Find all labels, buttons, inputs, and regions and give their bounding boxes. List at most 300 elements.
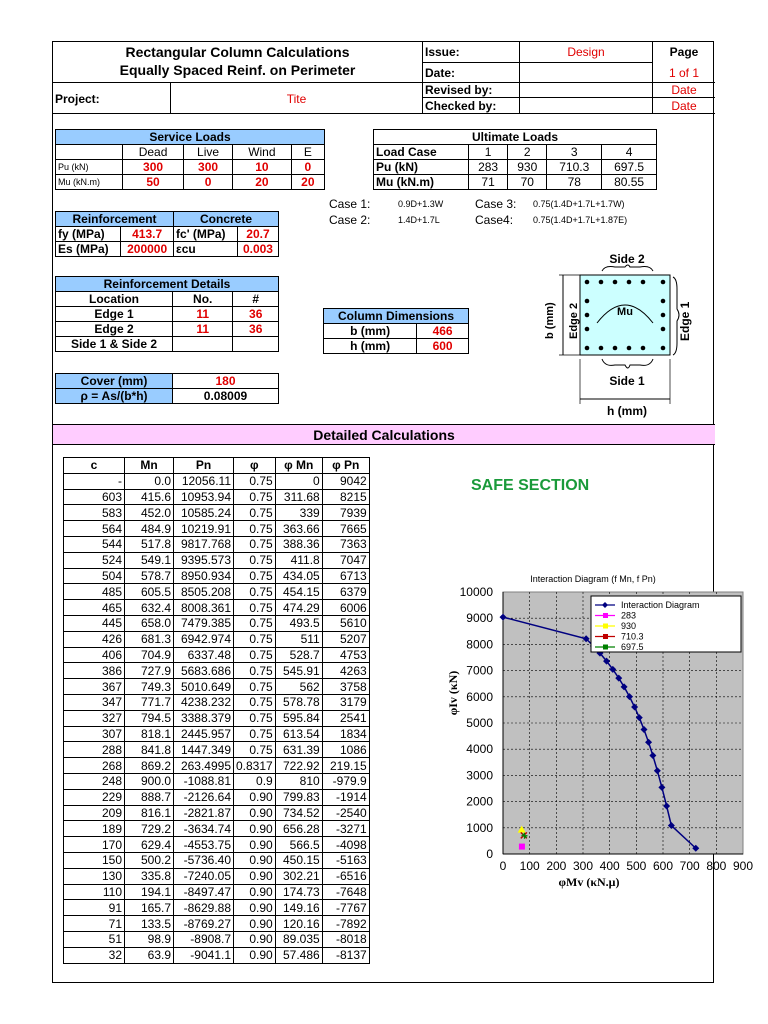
calc-cell-phimn: 810 (275, 773, 322, 789)
calc-cell-phimn: 434.05 (275, 568, 322, 584)
ult-pu-4: 697.5 (602, 160, 657, 175)
calc-cell-c: 347 (64, 694, 125, 710)
calc-cell-phi: 0.75 (234, 489, 276, 505)
page-label: Page (669, 45, 699, 59)
calc-cell-phipn: 5610 (322, 615, 369, 631)
case1-formula: 0.9D+1.3W (398, 199, 444, 209)
ult-pu-label: Pu (kN) (374, 160, 469, 175)
calc-cell-mn: 629.4 (125, 837, 174, 853)
calc-cell-phi: 0.75 (234, 679, 276, 695)
x-tick-label: 100 (519, 859, 540, 873)
calc-cell-phi: 0.90 (234, 852, 276, 868)
ult-mu-3: 78 (547, 175, 602, 190)
ult-mu-2: 70 (508, 175, 547, 190)
legend-label: 283 (621, 610, 637, 621)
calc-cell-pn: 3388.379 (174, 710, 234, 726)
detailed-calculations-banner: Detailed Calculations (53, 424, 715, 445)
calc-cell-phi: 0.75 (234, 742, 276, 758)
calc-cell-phi: 0.75 (234, 505, 276, 521)
calc-row (64, 505, 370, 521)
calc-cell-phimn: 450.15 (275, 852, 322, 868)
calc-cell-pn: 8950.934 (174, 568, 234, 584)
ult-pu-3: 710.3 (547, 160, 602, 175)
interaction-diagram-chart (393, 528, 754, 889)
calc-row (64, 789, 370, 805)
calc-cell-c: 71 (64, 916, 125, 932)
calc-cell-phimn: 528.7 (275, 647, 322, 663)
reinf-details-title: Reinforcement Details (56, 277, 279, 292)
case-2: 2 (508, 145, 547, 160)
calc-cell-mn: 605.5 (125, 584, 174, 600)
ecu-value[interactable]: 0.003 (237, 242, 278, 257)
case1-label: Case 1: (329, 197, 371, 211)
calc-cell-pn: -4553.75 (174, 837, 234, 853)
calc-cell-mn: 888.7 (125, 789, 174, 805)
x-tick-label: 400 (599, 859, 620, 873)
calc-cell-phipn: 3758 (322, 679, 369, 695)
calc-col-phimn: φ Mn (275, 458, 322, 474)
calc-row (64, 647, 370, 663)
calc-cell-phimn: 722.92 (275, 758, 322, 774)
revised-date[interactable]: Date (653, 83, 715, 98)
calc-cell-phipn: -8018 (322, 931, 369, 947)
calc-cell-phipn: -6516 (322, 868, 369, 884)
x-tick-label: 700 (679, 859, 700, 873)
calc-cell-phi: 0.90 (234, 805, 276, 821)
calc-cell-phipn: 9042 (322, 473, 369, 489)
checked-date[interactable]: Date (653, 98, 715, 114)
rho-value: 0.08009 (173, 389, 279, 404)
ult-mu-4: 80.55 (602, 175, 657, 190)
calc-cell-mn: 704.9 (125, 647, 174, 663)
calc-row (64, 489, 370, 505)
calc-cell-pn: 263.4995 (174, 758, 234, 774)
calc-row (64, 694, 370, 710)
b-label: b (mm) (324, 324, 417, 339)
calc-cell-phipn: 6379 (322, 584, 369, 600)
calc-cell-pn: 8505.208 (174, 584, 234, 600)
calc-row (64, 726, 370, 742)
revised-value[interactable] (520, 83, 653, 98)
calc-cell-phipn: -5163 (322, 852, 369, 868)
calc-cell-pn: -2126.64 (174, 789, 234, 805)
calc-row (64, 742, 370, 758)
y-tick-label: 5000 (466, 716, 493, 730)
diagram-side2-label: Side 2 (609, 252, 645, 266)
service-pu-live[interactable]: 300 (184, 160, 233, 175)
calc-cell-phipn: 6006 (322, 600, 369, 616)
service-pu-e[interactable]: 0 (291, 160, 324, 175)
calc-cell-pn: -3634.74 (174, 821, 234, 837)
calc-cell-phimn: 799.83 (275, 789, 322, 805)
checked-label: Checked by: (423, 98, 520, 114)
calc-cell-pn: 4238.232 (174, 694, 234, 710)
calc-row (64, 758, 370, 774)
calc-cell-mn: 841.8 (125, 742, 174, 758)
calc-cell-c: 445 (64, 615, 125, 631)
revised-label: Revised by: (423, 83, 520, 98)
case2-label: Case 2: (329, 213, 371, 227)
calc-cell-phipn: -3271 (322, 821, 369, 837)
checked-value[interactable] (520, 98, 653, 114)
calc-row (64, 900, 370, 916)
date-label: Date: (423, 63, 520, 83)
calc-cell-mn: 727.9 (125, 663, 174, 679)
calc-row (64, 600, 370, 616)
calc-cell-phi: 0.90 (234, 916, 276, 932)
calc-cell-pn: -2821.87 (174, 805, 234, 821)
calc-cell-pn: 1447.349 (174, 742, 234, 758)
col-location: Location (56, 292, 173, 307)
calc-cell-phi: 0.75 (234, 568, 276, 584)
calc-row (64, 631, 370, 647)
ult-pu-2: 930 (508, 160, 547, 175)
b-value[interactable]: 466 (417, 324, 469, 339)
calc-cell-phipn: -4098 (322, 837, 369, 853)
calc-cell-phimn: 174.73 (275, 884, 322, 900)
calc-row (64, 552, 370, 568)
calc-cell-phipn: 4753 (322, 647, 369, 663)
calc-cell-mn: 165.7 (125, 900, 174, 916)
diagram-edge1-label: Edge 1 (678, 301, 692, 341)
calc-cell-phipn: -2540 (322, 805, 369, 821)
calc-col-pn: Pn (174, 458, 234, 474)
diagram-mu-label: Mu (617, 306, 633, 318)
calc-col-mn: Mn (125, 458, 174, 474)
calc-cell-mn: 517.8 (125, 536, 174, 552)
calc-cell-phimn: 566.5 (275, 837, 322, 853)
calc-cell-phi: 0.75 (234, 726, 276, 742)
calc-cell-phi: 0.75 (234, 536, 276, 552)
h-value[interactable]: 600 (417, 339, 469, 354)
calc-cell-phipn: 1086 (322, 742, 369, 758)
calc-cell-phimn: 595.84 (275, 710, 322, 726)
calc-cell-phimn: 474.29 (275, 600, 322, 616)
rho-label: ρ = As/(b*h) (56, 389, 173, 404)
col-bar: # (233, 292, 279, 307)
calc-row (64, 521, 370, 537)
calc-table (63, 457, 370, 964)
ult-mu-1: 71 (469, 175, 508, 190)
calc-cell-mn: 632.4 (125, 600, 174, 616)
calc-cell-phimn: 302.21 (275, 868, 322, 884)
col-no: No. (173, 292, 233, 307)
calc-row (64, 947, 370, 963)
calc-row (64, 821, 370, 837)
calc-cell-pn: -9041.1 (174, 947, 234, 963)
page-value: 1 of 1 (653, 63, 715, 83)
sides-bar[interactable] (233, 337, 279, 352)
calc-cell-c: 426 (64, 631, 125, 647)
calc-cell-phi: 0.90 (234, 837, 276, 853)
calc-cell-phipn: 4263 (322, 663, 369, 679)
calc-cell-c: 386 (64, 663, 125, 679)
service-blank (56, 145, 123, 160)
service-col-live: Live (184, 145, 233, 160)
calc-cell-phi: 0.9 (234, 773, 276, 789)
calc-cell-mn: 869.2 (125, 758, 174, 774)
legend-marker (603, 624, 608, 629)
calc-cell-c: 170 (64, 837, 125, 853)
y-tick-label: 3000 (466, 768, 493, 783)
calc-cell-mn: 816.1 (125, 805, 174, 821)
calc-cell-phi: 0.75 (234, 710, 276, 726)
calc-cell-c: 229 (64, 789, 125, 805)
calc-cell-phi: 0.90 (234, 931, 276, 947)
calc-cell-phimn: 493.5 (275, 615, 322, 631)
calc-cell-mn: 658.0 (125, 615, 174, 631)
calc-cell-c: 564 (64, 521, 125, 537)
calc-cell-phipn: 5207 (322, 631, 369, 647)
y-tick-label: 7000 (466, 663, 493, 678)
calc-cell-phipn: 7363 (322, 536, 369, 552)
case4-label: Case4: (475, 213, 514, 227)
edge1-bar[interactable]: 36 (233, 307, 279, 322)
calc-cell-mn: 335.8 (125, 868, 174, 884)
calc-cell-c: 110 (64, 884, 125, 900)
calc-cell-phipn: 1834 (322, 726, 369, 742)
calc-cell-mn: 578.7 (125, 568, 174, 584)
calc-cell-phi: 0.8317 (234, 758, 276, 774)
calc-cell-phimn: 656.28 (275, 821, 322, 837)
calc-cell-phi: 0.75 (234, 663, 276, 679)
calc-cell-pn: 10585.24 (174, 505, 234, 521)
calc-cell-mn: 681.3 (125, 631, 174, 647)
service-pu-dead[interactable]: 300 (123, 160, 184, 175)
calc-cell-phipn: -979.9 (322, 773, 369, 789)
es-label: Es (MPa) (56, 242, 121, 257)
calc-cell-mn: 771.7 (125, 694, 174, 710)
calc-cell-mn: 900.0 (125, 773, 174, 789)
calc-row (64, 679, 370, 695)
calc-cell-phimn: 411.8 (275, 552, 322, 568)
project-label: Project: (53, 83, 171, 114)
chart-title: Interaction Diagram (f Mn, f Pn) (530, 574, 656, 584)
calc-row (64, 852, 370, 868)
calc-cell-c: 51 (64, 931, 125, 947)
calc-cell-c: 367 (64, 679, 125, 695)
calc-row (64, 473, 370, 489)
date-value[interactable] (520, 63, 653, 83)
calc-cell-mn: 794.5 (125, 710, 174, 726)
calc-cell-c: 583 (64, 505, 125, 521)
calc-cell-phimn: 734.52 (275, 805, 322, 821)
y-tick-label: 1000 (466, 820, 493, 835)
calc-cell-phipn: 7047 (322, 552, 369, 568)
column-dims-title: Column Dimensions (324, 309, 469, 324)
legend-label: 697.5 (621, 642, 644, 652)
fc-value[interactable]: 20.7 (237, 227, 278, 242)
calc-cell-pn: 10219.91 (174, 521, 234, 537)
legend-label: 930 (621, 621, 637, 631)
calc-cell-phimn: 363.66 (275, 521, 322, 537)
edge2-location: Edge 2 (56, 322, 173, 337)
x-tick-label: 600 (652, 859, 674, 873)
x-tick-label: 900 (732, 859, 754, 873)
calc-cell-pn: -8629.88 (174, 900, 234, 916)
calc-cell-mn: 452.0 (125, 505, 174, 521)
calc-cell-phipn: 7665 (322, 521, 369, 537)
calc-cell-phi: 0.90 (234, 821, 276, 837)
calc-row (64, 584, 370, 600)
x-tick-label: 0 (499, 859, 507, 873)
calc-cell-c: 465 (64, 600, 125, 616)
service-mu-wind[interactable]: 20 (233, 175, 292, 190)
ult-pu-1: 283 (469, 160, 508, 175)
concrete-title: Concrete (174, 212, 279, 227)
reinf-details-table (55, 276, 279, 352)
case3-label: Case 3: (475, 197, 517, 211)
y-tick-label: 2000 (466, 794, 493, 809)
calc-cell-phimn: 149.16 (275, 900, 322, 916)
calc-cell-phi: 0.75 (234, 584, 276, 600)
calc-cell-c: 130 (64, 868, 125, 884)
materials-table (55, 211, 279, 257)
calc-cell-pn: 2445.957 (174, 726, 234, 742)
calc-cell-c: 327 (64, 710, 125, 726)
edge2-bar[interactable]: 36 (233, 322, 279, 337)
ecu-label: εcu (174, 242, 238, 257)
calc-cell-phimn: 511 (275, 631, 322, 647)
fc-label: fc' (MPa) (174, 227, 238, 242)
calc-cell-c: 248 (64, 773, 125, 789)
load-point (519, 844, 525, 850)
calc-cell-phi: 0.90 (234, 868, 276, 884)
calc-cell-phipn: -1914 (322, 789, 369, 805)
edge1-no[interactable]: 11 (173, 307, 233, 322)
cover-table (55, 373, 279, 404)
calc-row (64, 710, 370, 726)
calc-cell-c: 189 (64, 821, 125, 837)
calc-cell-phimn: 631.39 (275, 742, 322, 758)
calc-cell-phimn: 89.035 (275, 931, 322, 947)
service-loads-table (55, 129, 325, 190)
calc-cell-c: 544 (64, 536, 125, 552)
calc-row (64, 663, 370, 679)
calc-cell-phi: 0.75 (234, 631, 276, 647)
calc-row (64, 568, 370, 584)
es-value[interactable]: 200000 (121, 242, 174, 257)
calc-cell-phipn: 219.15 (322, 758, 369, 774)
service-mu-dead[interactable]: 50 (123, 175, 184, 190)
service-loads-title: Service Loads (56, 130, 325, 145)
calc-row (64, 536, 370, 552)
column-section-diagram (525, 249, 715, 419)
case-1: 1 (469, 145, 508, 160)
y-tick-label: 9000 (466, 611, 493, 626)
calc-cell-phipn: 3179 (322, 694, 369, 710)
calc-cell-mn: 749.3 (125, 679, 174, 695)
calc-cell-phipn: -7892 (322, 916, 369, 932)
calc-cell-mn: 818.1 (125, 726, 174, 742)
calc-cell-c: 268 (64, 758, 125, 774)
calc-table-body (64, 473, 370, 963)
calc-cell-c: 209 (64, 805, 125, 821)
legend-marker (603, 634, 608, 639)
x-axis-label: φMv (κN.μ) (558, 875, 620, 889)
legend-marker (603, 613, 608, 618)
x-tick-label: 300 (572, 859, 594, 873)
calc-row (64, 773, 370, 789)
calc-col-phi: φ (234, 458, 276, 474)
title-line-2: Equally Spaced Reinf. on Perimeter (119, 62, 356, 78)
calc-header-row (64, 458, 370, 474)
calc-cell-pn: -1088.81 (174, 773, 234, 789)
calc-cell-phimn: 0 (275, 473, 322, 489)
service-col-e: E (291, 145, 324, 160)
service-pu-wind[interactable]: 10 (233, 160, 292, 175)
diagram-h-label: h (mm) (607, 404, 647, 418)
calc-col-phipn: φ Pn (322, 458, 369, 474)
service-pu-label: Pu (kN) (56, 160, 123, 175)
calc-cell-c: 288 (64, 742, 125, 758)
edge2-no[interactable]: 11 (173, 322, 233, 337)
y-tick-label: 0 (486, 847, 493, 861)
h-label: h (mm) (324, 339, 417, 354)
calc-cell-phi: 0.75 (234, 647, 276, 663)
project-value[interactable]: Tite (171, 83, 423, 114)
calc-cell-c: 406 (64, 647, 125, 663)
calc-cell-mn: 729.2 (125, 821, 174, 837)
calc-cell-pn: -7240.05 (174, 868, 234, 884)
calc-row (64, 868, 370, 884)
calc-cell-phimn: 57.486 (275, 947, 322, 963)
calc-cell-c: 524 (64, 552, 125, 568)
calc-cell-mn: 549.1 (125, 552, 174, 568)
cover-value[interactable]: 180 (173, 374, 279, 389)
service-mu-e[interactable]: 20 (291, 175, 324, 190)
calc-cell-c: 150 (64, 852, 125, 868)
service-col-wind: Wind (233, 145, 292, 160)
calc-cell-phi: 0.90 (234, 789, 276, 805)
calc-cell-phimn: 120.16 (275, 916, 322, 932)
calc-cell-phi: 0.75 (234, 473, 276, 489)
calc-cell-pn: 10953.94 (174, 489, 234, 505)
calc-cell-phipn: 7939 (322, 505, 369, 521)
calc-cell-phi: 0.75 (234, 600, 276, 616)
y-tick-label: 10000 (459, 585, 493, 599)
calc-row (64, 805, 370, 821)
issue-value[interactable]: Design (520, 42, 653, 63)
case-3: 3 (547, 145, 602, 160)
calc-cell-phi: 0.75 (234, 552, 276, 568)
case2-formula: 1.4D+1.7L (398, 215, 440, 225)
title-line-1: Rectangular Column Calculations (125, 44, 350, 60)
y-axis-label: φIv (κN) (446, 670, 460, 716)
service-mu-live[interactable]: 0 (184, 175, 233, 190)
calc-cell-mn: 98.9 (125, 931, 174, 947)
calc-cell-phi: 0.75 (234, 521, 276, 537)
title-box (53, 42, 423, 83)
calc-cell-phipn: 2541 (322, 710, 369, 726)
calc-cell-pn: 8008.361 (174, 600, 234, 616)
calc-cell-c: 504 (64, 568, 125, 584)
calc-cell-phi: 0.90 (234, 884, 276, 900)
diagram-b-label: b (mm) (544, 302, 556, 339)
fy-value[interactable]: 413.7 (121, 227, 174, 242)
calc-cell-pn: 9817.768 (174, 536, 234, 552)
reinforcement-title: Reinforcement (56, 212, 174, 227)
calc-row (64, 615, 370, 631)
calc-cell-pn: -5736.40 (174, 852, 234, 868)
calc-cell-mn: 415.6 (125, 489, 174, 505)
sides-no[interactable] (173, 337, 233, 352)
service-col-dead: Dead (123, 145, 184, 160)
case-4: 4 (602, 145, 657, 160)
ultimate-loads-table (373, 129, 657, 190)
calc-cell-phi: 0.90 (234, 947, 276, 963)
case4-formula: 0.75(1.4D+1.7L+1.87E) (533, 215, 628, 225)
